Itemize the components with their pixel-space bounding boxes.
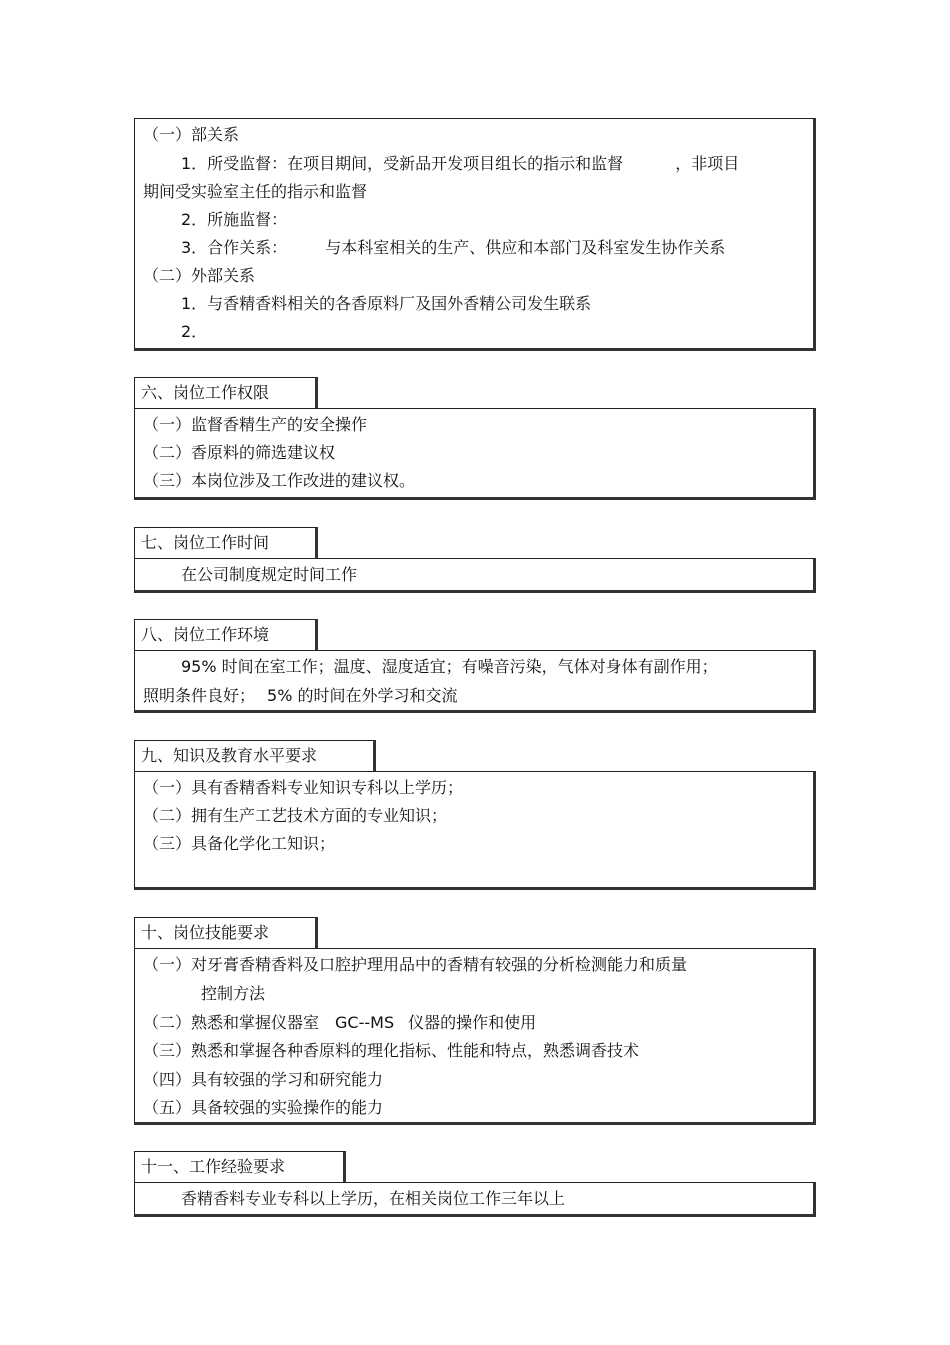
section-9-item: （一）具有香精香料专业知识专科以上学历； (143, 778, 464, 797)
section-10-body (134, 948, 816, 1125)
section-6-item: （二）香原料的筛选建议权 (143, 443, 336, 462)
section-6-title: 六、岗位工作权限 (134, 377, 318, 409)
supervising-line: 2．所施监督： (181, 210, 288, 229)
section-6-item: （一）监督香精生产的安全操作 (143, 415, 368, 434)
section-9-item: （二）拥有生产工艺技术方面的专业知识； (143, 806, 448, 825)
section-10-item-4: （四）具有较强的学习和研究能力 (143, 1070, 384, 1089)
supervised-by-text-end: ，非项目 (675, 154, 740, 173)
external-relations-heading: （二）外部关系 (143, 266, 256, 285)
section-9-body (134, 771, 816, 890)
section-8-title: 八、岗位工作环境 (134, 619, 318, 651)
section-7-text: 在公司制度规定时间工作 (181, 565, 358, 584)
cooperation-label: 3．合作关系： (181, 238, 288, 257)
section-8-body (134, 650, 816, 713)
supervised-by-line (181, 150, 739, 178)
section-9-title: 九、知识及教育水平要求 (134, 740, 376, 772)
section-10-item-1: （一）对牙膏香精香料及口腔护理用品中的香精有较强的分析检测能力和质量 (143, 955, 688, 974)
section-6-item: （三）本岗位涉及工作改进的建议权。 (143, 471, 416, 490)
section-11-text: 香精香料专业专科以上学历，在相关岗位工作三年以上 (181, 1189, 566, 1208)
section-9-item: （三）具备化学化工知识； (143, 834, 336, 853)
section-11-body (134, 1182, 816, 1217)
section-10-item-3: （三）熟悉和掌握各种香原料的理化指标、性能和特点，熟悉调香技术 (143, 1041, 640, 1060)
external-relations-item-2: 2． (181, 322, 208, 341)
section-8-line-1: 95% 时间在室工作；温度、湿度适宜；有噪音污染，气体对身体有副作用； (181, 657, 718, 676)
section-11-title: 十一、工作经验要求 (134, 1151, 346, 1183)
section-10-item-2 (143, 1009, 536, 1037)
section-10-item-5: （五）具备较强的实验操作的能力 (143, 1098, 384, 1117)
section-7-body (134, 558, 816, 593)
cooperation-line (181, 234, 725, 262)
relations-section (134, 118, 816, 351)
section-10-item-1-continuation: 控制方法 (201, 984, 266, 1003)
supervised-by-continuation: 期间受实验室主任的指示和监督 (143, 182, 368, 201)
section-10-item-2-text-end: 仪器的操作和使用 (408, 1013, 537, 1032)
section-8-external: 5% 的时间在外学习和交流 (267, 686, 458, 705)
cooperation-text: 与本科室相关的生产、供应和本部门及科室发生协作关系 (325, 238, 726, 257)
section-6-body (134, 408, 816, 500)
external-relations-item-1: 1．与香精香料相关的各香原料厂及国外香精公司发生联系 (181, 294, 592, 313)
supervised-by-text: 1．所受监督：在项目期间，受新品开发项目组长的指示和监督 (181, 154, 624, 173)
section-7-title: 七、岗位工作时间 (134, 527, 318, 559)
section-10-instrument: GC--MS (335, 1013, 395, 1032)
section-8-lighting: 照明条件良好； (143, 686, 256, 705)
section-10-item-2-text: （二）熟悉和掌握仪器室 (143, 1013, 320, 1032)
section-10-title: 十、岗位技能要求 (134, 917, 318, 949)
section-8-line-2 (143, 682, 458, 710)
internal-relations-heading: （一）部关系 (143, 125, 240, 144)
